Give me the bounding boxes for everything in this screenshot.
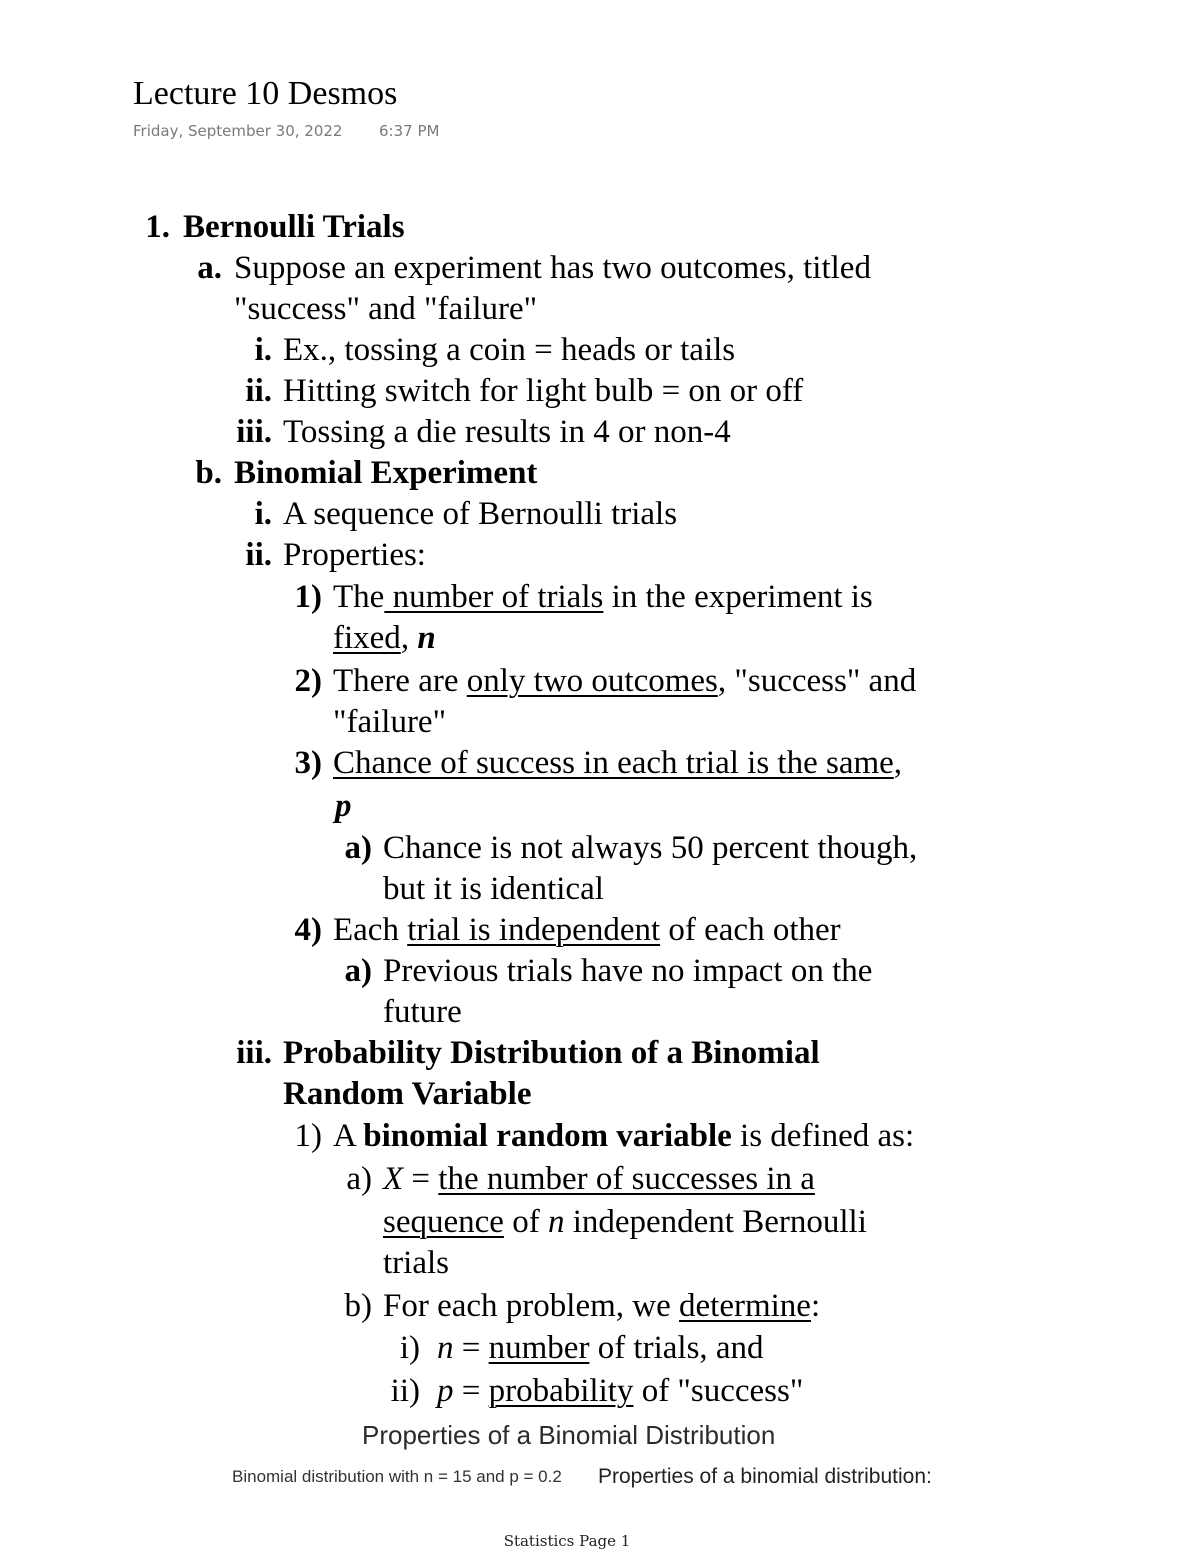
page-footer: Statistics Page 1 (503, 1532, 631, 1550)
embedded-slide-properties-caption: Properties of a binomial distribution: (598, 1465, 932, 1488)
rv-marker-1b-i: i) (399, 1330, 420, 1366)
outline-item-b-i: A sequence of Bernoulli trials (283, 496, 678, 532)
rv-1b-i-text: n = number of trials, and (437, 1330, 764, 1366)
outline-marker-a-iii: iii. (236, 414, 272, 450)
property-1-line2: fixed, n (333, 620, 436, 656)
embedded-slide-chart-caption: Binomial distribution with n = 15 and p = 0.2 (232, 1467, 562, 1486)
property-4-line1: Each trial is independent of each other (333, 912, 841, 948)
outline-item-a-ii: Hitting switch for light bulb = on or off (283, 373, 804, 409)
rv-1a-line1: X = the number of successes in a (383, 1161, 815, 1197)
section-heading-bernoulli: Bernoulli Trials (183, 209, 405, 245)
outline-item-a-line1: Suppose an experiment has two outcomes, titled (234, 250, 871, 286)
rv-1a-line2: sequence of n independent Bernoulli (383, 1204, 867, 1240)
property-marker-3: 3) (294, 745, 322, 781)
outline-marker-b-i: i. (254, 496, 272, 532)
rv-1a-line3: trials (383, 1245, 449, 1281)
outline-item-a-line2: "success" and "failure" (234, 291, 538, 327)
outline-item-b-ii: Properties: (283, 537, 426, 573)
rv-marker-1b: b) (344, 1288, 372, 1324)
property-1-line1: The number of trials in the experiment is (333, 579, 873, 615)
outline-marker-a-ii: ii. (245, 373, 272, 409)
rv-1b-text: For each problem, we determine: (383, 1288, 821, 1324)
section-heading-probability-distribution-line2: Random Variable (283, 1076, 532, 1112)
property-4a-marker: a) (344, 953, 372, 989)
embedded-slide-title: Properties of a Binomial Distribution (362, 1420, 776, 1450)
property-3-line1: Chance of success in each trial is the same, (333, 745, 903, 781)
section-heading-probability-distribution-line1: Probability Distribution of a Binomial (283, 1035, 820, 1071)
property-3a-line2: but it is identical (383, 871, 604, 907)
property-2-line1: There are only two outcomes, "success" and (333, 663, 917, 699)
page-time: 6:37 PM (379, 122, 440, 140)
property-3a-line1: Chance is not always 50 percent though, (383, 830, 918, 866)
rv-marker-1b-ii: ii) (390, 1373, 420, 1409)
outline-marker-a: a. (197, 250, 222, 286)
property-4a-line2: future (383, 994, 462, 1030)
property-3-var: p (335, 788, 352, 824)
property-marker-1: 1) (294, 579, 322, 615)
outline-marker-a-i: i. (254, 332, 272, 368)
rv-marker-1a: a) (346, 1161, 372, 1197)
rv-marker-1: 1) (294, 1118, 322, 1154)
outline-marker-b-iii: iii. (236, 1035, 272, 1071)
rv-1b-ii-text: p = probability of "success" (437, 1373, 804, 1409)
property-2-line2: "failure" (333, 704, 447, 740)
rv-1-text: A binomial random variable is defined as: (333, 1118, 915, 1154)
outline-marker-1: 1. (145, 209, 170, 245)
property-4a-line1: Previous trials have no impact on the (383, 953, 873, 989)
outline-marker-b-ii: ii. (245, 537, 272, 573)
property-3a-marker: a) (344, 830, 372, 866)
outline-marker-b: b. (195, 455, 222, 491)
page-title: Lecture 10 Desmos (133, 75, 398, 112)
page-date: Friday, September 30, 2022 (133, 122, 343, 140)
property-marker-2: 2) (294, 663, 322, 699)
outline-item-a-iii: Tossing a die results in 4 or non-4 (283, 414, 731, 450)
outline-item-a-i: Ex., tossing a coin = heads or tails (283, 332, 736, 368)
section-heading-binomial-experiment: Binomial Experiment (234, 455, 538, 491)
property-marker-4: 4) (294, 912, 322, 948)
